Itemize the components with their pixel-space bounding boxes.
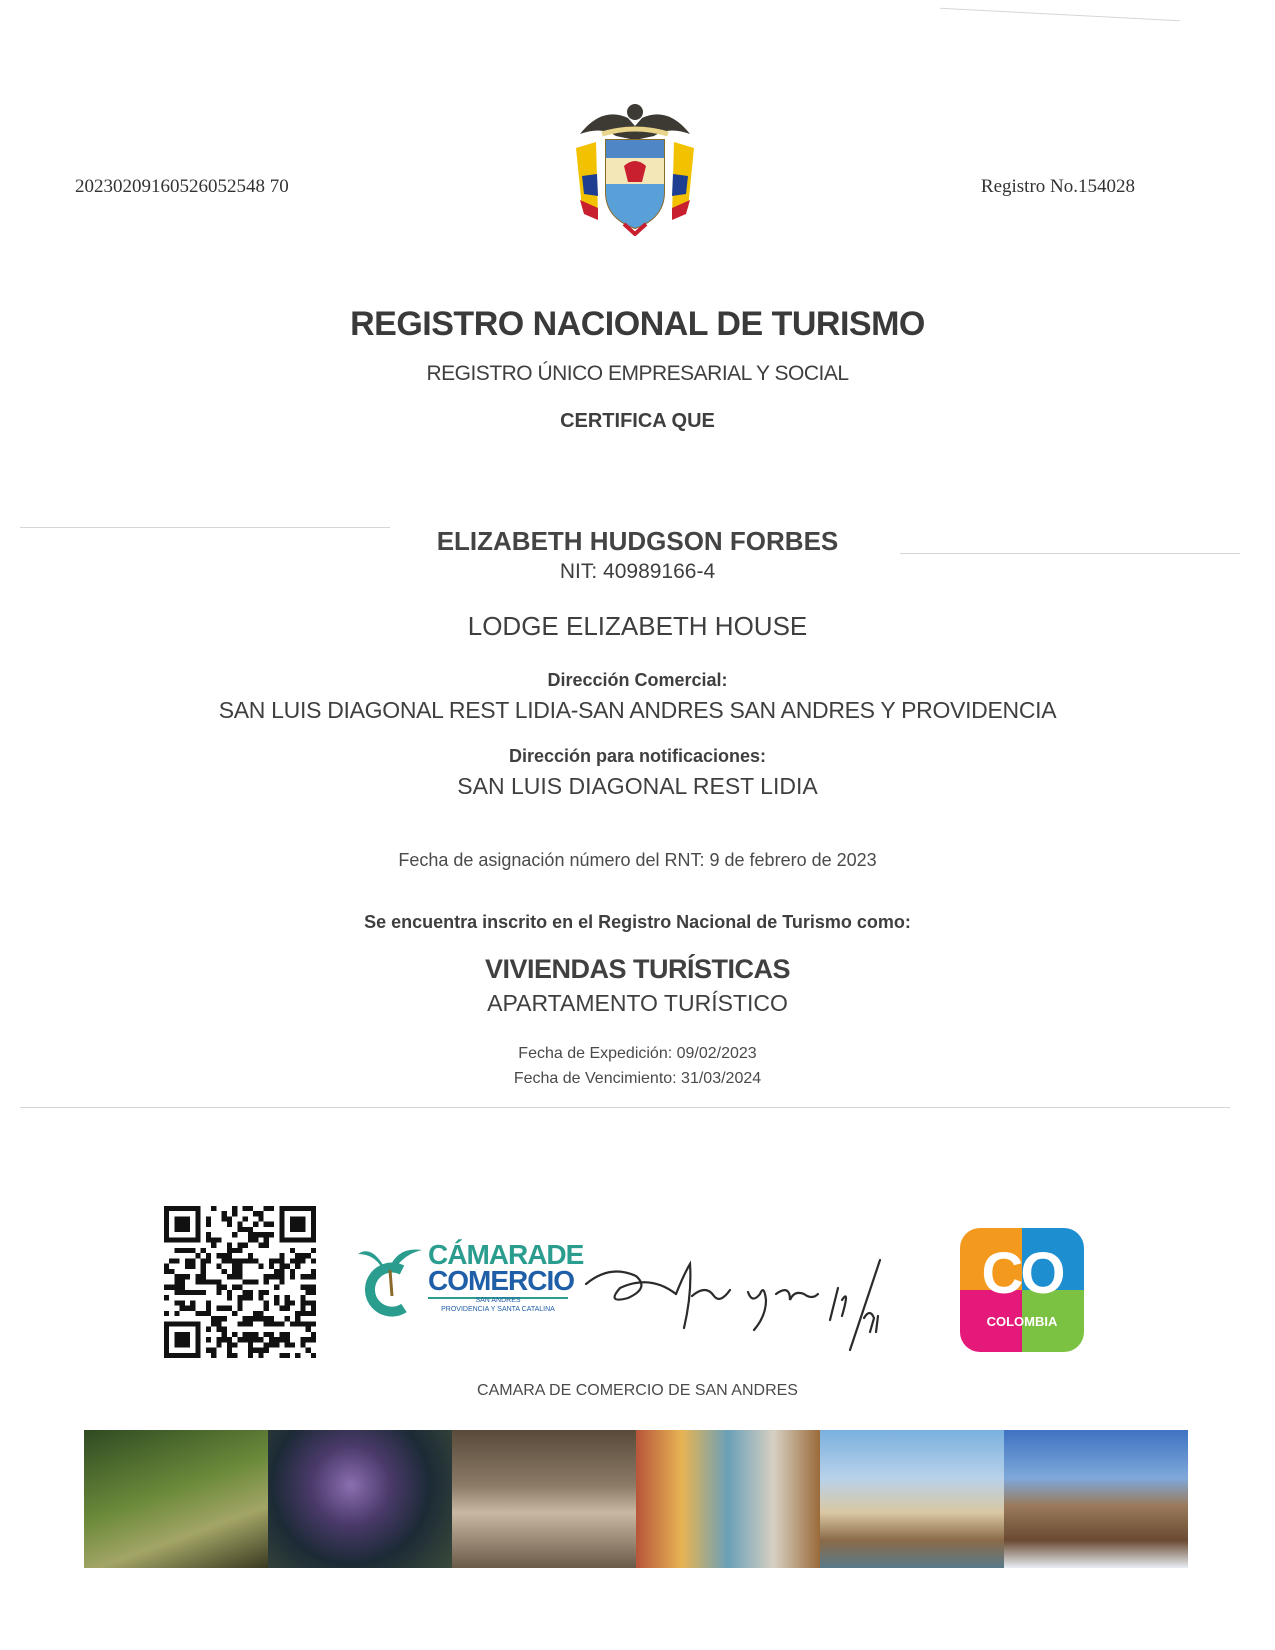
commercial-address-label: Dirección Comercial:	[547, 670, 728, 690]
document-code: 20230209160526052548 70	[75, 176, 289, 197]
holder-nit: NIT: 40989166-4	[559, 560, 716, 583]
camara-logo-line3: SAN ANDRES	[475, 1297, 521, 1304]
holder-name: ELIZABETH HUDGSON FORBES	[436, 526, 839, 556]
camara-logo-line4: PROVIDENCIA Y SANTA CATALINA	[441, 1306, 555, 1313]
forest-path-photo	[84, 1430, 268, 1568]
page-title: REGISTRO NACIONAL DE TURISMO	[350, 305, 925, 343]
coat-of-arms-emblem	[572, 96, 698, 236]
page-subtitle: REGISTRO ÚNICO EMPRESARIAL Y SOCIAL	[426, 362, 849, 385]
condor-bird-photo	[268, 1430, 452, 1568]
rock-mountain-photo	[1004, 1430, 1188, 1568]
musicians-photo	[452, 1430, 636, 1568]
camara-logo-line2: COMERCIO	[428, 1265, 574, 1296]
registro-number: Registro No.154028	[980, 176, 1135, 197]
qr-code[interactable]	[164, 1206, 316, 1358]
inscrito-statement: Se encuentra inscrito en el Registro Nacional de Turismo como:	[364, 912, 911, 932]
issue-date: Fecha de Expedición: 09/02/2023	[518, 1045, 757, 1062]
tourism-photo-strip	[84, 1430, 1188, 1568]
colonial-street-photo	[636, 1430, 820, 1568]
scan-artifact-line	[940, 8, 1180, 22]
co-logo-big-text: CO	[981, 1241, 1063, 1306]
notification-address-label: Dirección para notificaciones:	[508, 746, 767, 766]
category-sub: APARTAMENTO TURÍSTICO	[487, 990, 788, 1016]
scan-artifact-line	[20, 1107, 1230, 1108]
camara-logo-line1: CÁMARADE	[428, 1239, 584, 1270]
expiry-date: Fecha de Vencimiento: 31/03/2024	[513, 1070, 762, 1087]
rnt-assignment-date: Fecha de asignación número del RNT: 9 de febrero de 2023	[398, 850, 877, 870]
co-logo-small-text: COLOMBIA	[986, 1314, 1058, 1329]
palm-c-icon	[358, 1240, 424, 1318]
certifica-heading: CERTIFICA QUE	[560, 410, 715, 432]
camara-comercio-logo	[358, 1239, 584, 1320]
commercial-address-value: SAN LUIS DIAGONAL REST LIDIA-SAN ANDRES SAN ANDRES Y PROVIDENCIA	[218, 697, 1057, 723]
colombia-co-logo	[960, 1228, 1084, 1352]
category-main: VIVIENDAS TURÍSTICAS	[484, 954, 791, 984]
colonial-building-photo	[820, 1430, 1004, 1568]
notification-address-value: SAN LUIS DIAGONAL REST LIDIA	[457, 773, 818, 799]
establishment-name: LODGE ELIZABETH HOUSE	[467, 611, 808, 641]
handwritten-signature	[580, 1244, 900, 1354]
footer-caption: CAMARA DE COMERCIO DE SAN ANDRES	[477, 1382, 798, 1399]
